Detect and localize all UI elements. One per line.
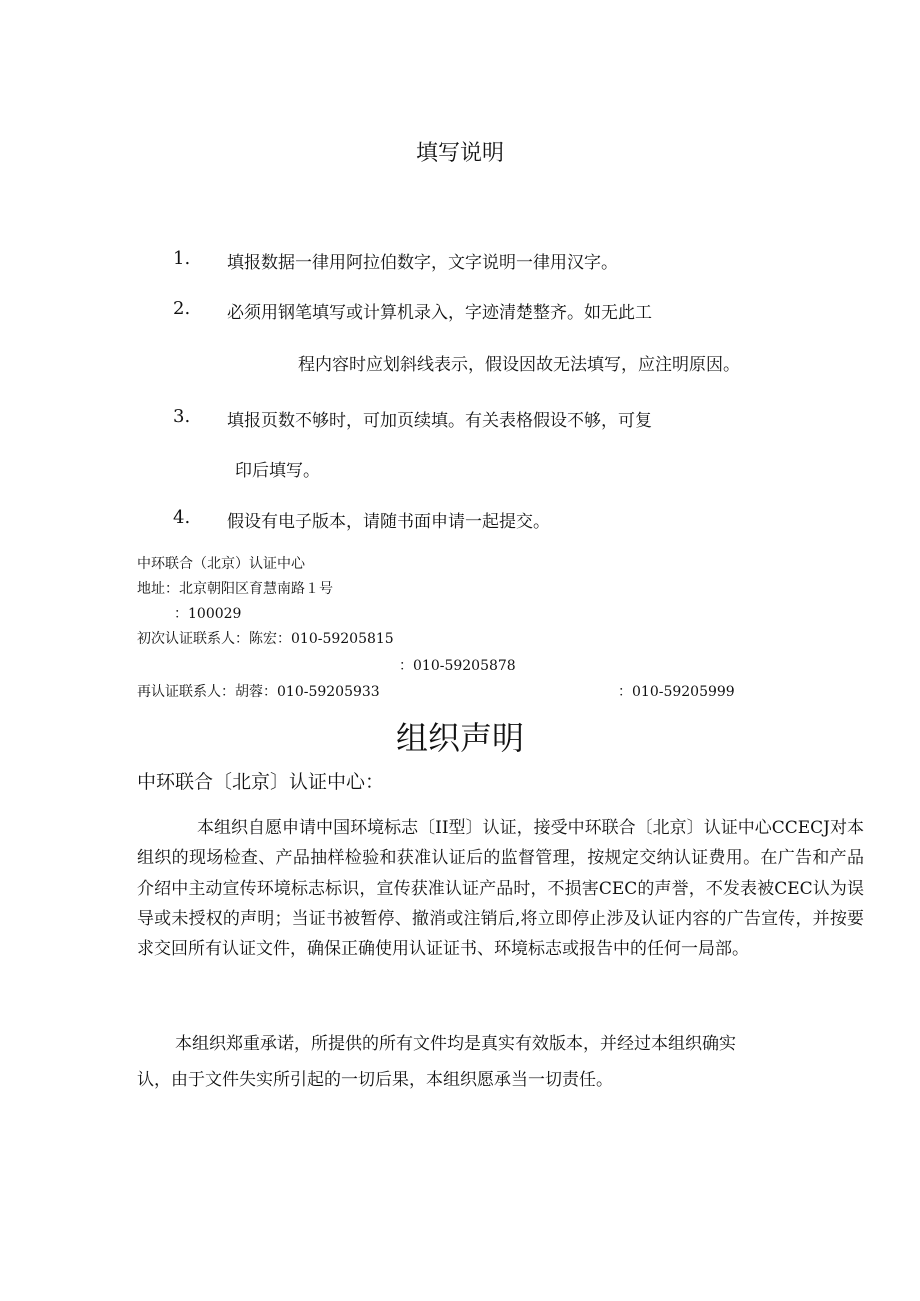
declaration-paragraph-2-line1: 本组织郑重承诺，所提供的所有文件均是真实有效版本，并经过本组织确实 xyxy=(175,1034,736,1054)
item-2-number: 2. xyxy=(173,298,191,319)
contact-postcode: ：100029 xyxy=(174,606,242,622)
item-2-text-line1: 必须用钢笔填写或计算机录入，字迹清楚整齐。如无此工 xyxy=(227,303,652,323)
contact-recert-fax: ：010-59205999 xyxy=(618,684,735,700)
item-1-number: 1. xyxy=(173,248,191,269)
item-4-number: 4. xyxy=(173,507,191,528)
item-3-text-line2: 印后填写。 xyxy=(235,461,320,481)
contact-initial: 初次认证联系人：陈宏：010-59205815 xyxy=(137,631,394,647)
contact-fax: ：010-59205878 xyxy=(399,658,516,674)
declaration-addressee: 中环联合〔北京〕认证中心： xyxy=(137,771,385,793)
declaration-paragraph-1: 本组织自愿申请中国环境标志〔II型〕认证，接受中环联合〔北京〕认证中心CCECJ对本组织的现场检查、产品抽样检验和获准认证后的监督管理，按规定交纳认证费用。在广告和产品介绍中主动宣传环境标志标识，宣传获准认证产品时，不损害CEC的声誉，不发表被CEC认为误导或未授权的声明；当证书被暂停、撤消或注销后,将立即停止涉及认证内容的广告宣传，并按要求交回所有认证文件，确保正确使用认证证书、环境标志或报告中的任何一局部。 xyxy=(137,818,864,960)
contact-org: 中环联合（北京）认证中心 xyxy=(137,556,305,572)
item-1-text: 填报数据一律用阿拉伯数字，文字说明一律用汉字。 xyxy=(227,253,618,273)
item-3-number: 3. xyxy=(173,406,191,427)
item-4-text: 假设有电子版本，请随书面申请一起提交。 xyxy=(227,512,550,532)
item-3-text-line1: 填报页数不够时，可加页续填。有关表格假设不够，可复 xyxy=(227,411,652,431)
declaration-title: 组织声明 xyxy=(395,719,524,757)
contact-recert: 再认证联系人：胡蓉：010-59205933 xyxy=(137,684,380,700)
item-2-text-line2: 程内容时应划斜线表示，假设因故无法填写，应注明原因。 xyxy=(298,355,740,375)
instructions-title: 填写说明 xyxy=(415,141,504,166)
declaration-paragraph-2-line2: 认，由于文件失实所引起的一切后果，本组织愿承当一切责任。 xyxy=(137,1070,613,1090)
contact-address: 地址：北京朝阳区育慧南路１号 xyxy=(137,581,333,597)
